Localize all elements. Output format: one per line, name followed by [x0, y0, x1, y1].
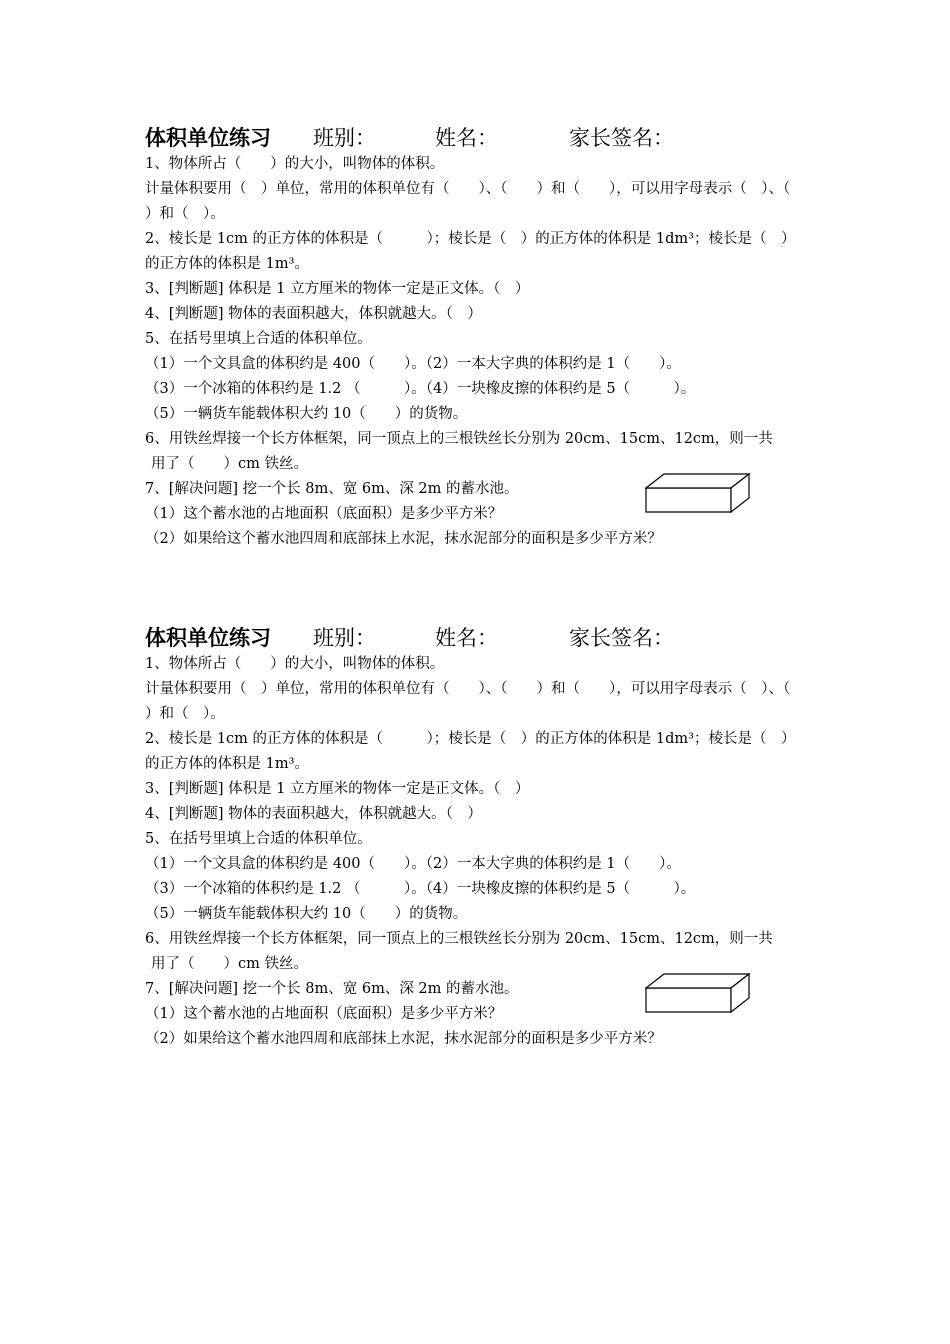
- question-2-line: 2、棱长是 1cm 的正方体的体积是（ ）；棱长是（ ）的正方体的体积是 1dm³；棱长是（ ）: [145, 731, 796, 747]
- question-6-line-2: 用了（ ）cm 铁丝。: [151, 956, 308, 972]
- question-4-line: 4、[判断题] 物体的表面积越大，体积就越大。（ ）: [145, 306, 482, 322]
- question-5-item-5: （5）一辆货车能载体积大约 10（ ）的货物。: [145, 906, 468, 922]
- question-1-line-3: ）和（ ）。: [145, 206, 225, 222]
- question-5-line: 5、在括号里填上合适的体积单位。: [145, 331, 372, 347]
- cuboid-icon: [645, 473, 751, 515]
- worksheet-header: [145, 118, 810, 152]
- name-field-label: 姓名：: [435, 626, 498, 650]
- worksheet-title: 体积单位练习: [145, 625, 271, 650]
- question-5-items-1-2: （1）一个文具盒的体积约是 400（ ）。（2）一本大字典的体积约是 1（ ）。: [145, 856, 681, 872]
- question-7-sub-2: （2）如果给这个蓄水池四周和底部抹上水泥，抹水泥部分的面积是多少平方米？: [145, 1031, 662, 1047]
- question-7-sub-2: （2）如果给这个蓄水池四周和底部抹上水泥，抹水泥部分的面积是多少平方米？: [145, 531, 662, 547]
- question-5-items-1-2: （1）一个文具盒的体积约是 400（ ）。（2）一本大字典的体积约是 1（ ）。: [145, 356, 681, 372]
- question-6-line: 6、用铁丝焊接一个长方体框架，同一顶点上的三根铁丝长分别为 20cm、15cm、12cm，则一共: [145, 431, 773, 447]
- question-7-prompt: 7、[解决问题] 挖一个长 8m、宽 6m、深 2m 的蓄水池。: [145, 481, 519, 497]
- question-2-line-2: 的正方体的体积是 1m³。: [145, 756, 309, 772]
- question-1-line: 1、物体所占（ ）的大小，叫物体的体积。: [145, 156, 445, 172]
- question-1-line: 1、物体所占（ ）的大小，叫物体的体积。: [145, 656, 445, 672]
- question-5-item-5: （5）一辆货车能载体积大约 10（ ）的货物。: [145, 406, 468, 422]
- question-5-items-3-4: （3）一个冰箱的体积约是 1.2 （ ）。（4）一块橡皮擦的体积约是 5（ ）。: [145, 881, 696, 897]
- name-field-label: 姓名：: [435, 126, 498, 150]
- question-2-line: 2、棱长是 1cm 的正方体的体积是（ ）；棱长是（ ）的正方体的体积是 1dm³；棱长是（ ）: [145, 231, 796, 247]
- class-field-label: 班别：: [313, 626, 376, 650]
- worksheet-2: [145, 618, 810, 1052]
- question-7-sub-1: （1）这个蓄水池的占地面积（底面积）是多少平方米？: [145, 1006, 503, 1022]
- question-4-line: 4、[判断题] 物体的表面积越大，体积就越大。（ ）: [145, 806, 482, 822]
- cuboid-icon: [645, 973, 751, 1015]
- question-7-prompt: 7、[解决问题] 挖一个长 8m、宽 6m、深 2m 的蓄水池。: [145, 981, 519, 997]
- question-6-line-2: 用了（ ）cm 铁丝。: [151, 456, 308, 472]
- question-7-sub-1: （1）这个蓄水池的占地面积（底面积）是多少平方米？: [145, 506, 503, 522]
- worksheet-header: [145, 618, 810, 652]
- question-7: [145, 977, 810, 1002]
- question-5-line: 5、在括号里填上合适的体积单位。: [145, 831, 372, 847]
- class-field-label: 班别：: [313, 126, 376, 150]
- question-1-line-3: ）和（ ）。: [145, 706, 225, 722]
- question-3-line: 3、[判断题] 体积是 1 立方厘米的物体一定是正文体。（ ）: [145, 281, 530, 297]
- question-2-line-2: 的正方体的体积是 1m³。: [145, 256, 309, 272]
- worksheet-1: [145, 118, 810, 552]
- question-5-items-3-4: （3）一个冰箱的体积约是 1.2 （ ）。（4）一块橡皮擦的体积约是 5（ ）。: [145, 381, 696, 397]
- question-1-line-2: 计量体积要用（ ）单位，常用的体积单位有（ ）、（ ）和（ ），可以用字母表示（ ）、（: [145, 681, 791, 697]
- worksheet-title: 体积单位练习: [145, 125, 271, 150]
- question-6-line: 6、用铁丝焊接一个长方体框架，同一顶点上的三根铁丝长分别为 20cm、15cm、12cm，则一共: [145, 931, 773, 947]
- question-3-line: 3、[判断题] 体积是 1 立方厘米的物体一定是正文体。（ ）: [145, 781, 530, 797]
- parent-signature-label: 家长签名：: [569, 626, 674, 650]
- question-7: [145, 477, 810, 502]
- parent-signature-label: 家长签名：: [569, 126, 674, 150]
- question-1-line-2: 计量体积要用（ ）单位，常用的体积单位有（ ）、（ ）和（ ），可以用字母表示（ ）、（: [145, 181, 791, 197]
